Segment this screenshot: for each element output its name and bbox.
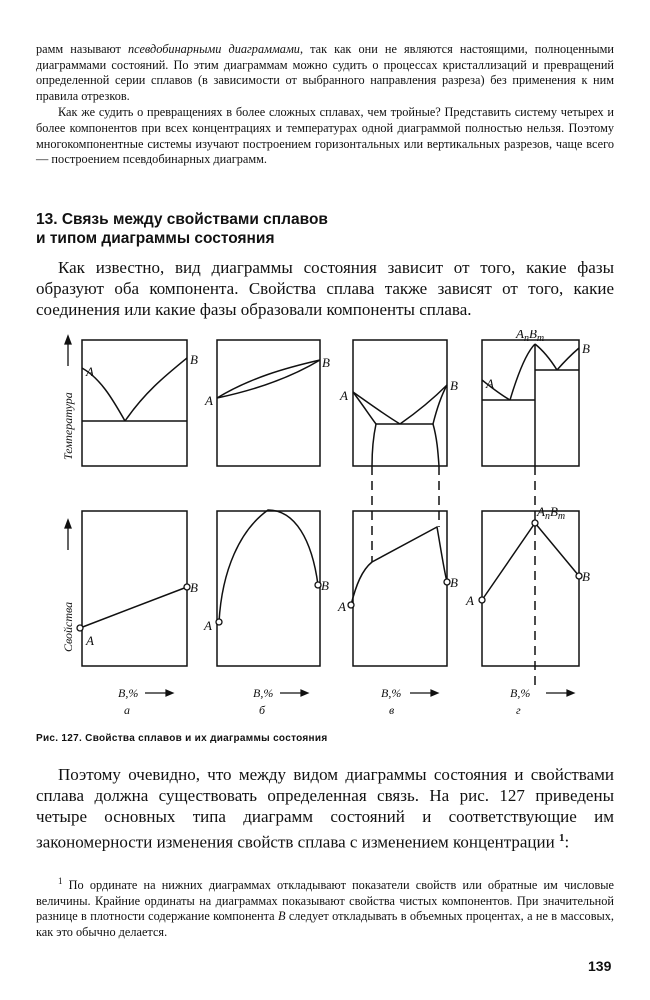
panel-b-point-A (216, 619, 222, 625)
panel-d-letter: г (516, 703, 521, 717)
body-paragraph: Поэтому очевидно, что между видом диаграммы состояния и свойствами сплава должна существовать определенная связь. На рис. 127 приведены четыре основных типа диаграмм состояний и соответствующие им закономерности изменения свойств сплава с изменением концентрации $^1$: (36, 765, 614, 852)
panel-c-liquidus-right (400, 385, 447, 424)
panel-b-letter: б (259, 703, 266, 717)
panel-c-bottom-label-B: B (450, 575, 458, 590)
panel-a-bottom-frame (82, 511, 187, 666)
paragraph-1: рамм называют псевдобинарными диаграммами, так как они не являются настоящими, полноценными диаграммами состояний. По этим диаграммам можно судить о процессах кристаллизаций и превращений определенной серии сплавов (в зависимости от выбранного направления разреза) без применения к ним правила отрезков. (36, 42, 614, 103)
top-axis-arrowhead (65, 336, 71, 344)
footnote-marker: 1 (58, 876, 63, 886)
top-text (36, 42, 614, 168)
panel-d-phase-diagram (482, 340, 579, 466)
panel-d-bottom-label-A: A (466, 593, 474, 608)
panel-d-top-frame (482, 340, 579, 466)
panel-a-top-label-B: B (190, 352, 198, 367)
panel-a-top-label-A: A (86, 364, 94, 379)
panel-d-liquidus-3 (535, 344, 557, 370)
panel-a-phase-diagram (82, 340, 187, 466)
ylabel-temperature: Температура (61, 392, 75, 460)
panel-b-solidus (217, 360, 320, 398)
panel-b-top-frame (217, 340, 320, 466)
intro-paragraph: Как известно, вид диаграммы состояния зависит от того, какие фазы образуют оба компонента. Свойства сплава также зависят от того, какие соединения или какие фазы образовали компоненты сплава. (36, 258, 614, 320)
panel-b-top-label-A: A (205, 393, 213, 408)
panel-c-solvus-left (372, 424, 376, 466)
panel-c-top-label-A: A (340, 388, 348, 403)
panel-d-top-label-B: B (582, 341, 590, 356)
panel-d-liquidus-2 (510, 344, 535, 400)
panel-d-property-curve (482, 523, 579, 600)
panel-d-point-A (479, 597, 485, 603)
panel-c-solvus-left-top (353, 392, 376, 424)
panel-c-liquidus-left (353, 392, 400, 424)
panel-b-phase-diagram (217, 340, 320, 466)
body-text (36, 764, 614, 852)
intro-text (36, 257, 614, 321)
panel-a-xlabel: B,% (118, 686, 139, 700)
panel-a-letter: а (124, 703, 130, 717)
panel-c-point-A (348, 602, 354, 608)
panel-c-bottom-frame (353, 511, 447, 666)
ylabel-properties: Свойства (61, 601, 75, 652)
section-title-line-2: и типом диаграммы состояния (36, 230, 275, 247)
panel-d-bottom-label-B: B (582, 569, 590, 584)
panel-c-xlabel: B,% (381, 686, 402, 700)
paragraph-2: Как же судить о превращениях в более сложных сплавах, чем тройные? Представить систему четырех и более компонентов при всех концентрациях и температурах одной диаграммой полностью нельзя. Поэтому многокомпонентные системы изучают построением горизонтальных или вертикальных разрезов, чаще всего — построением псевдобинарных диаграмм. (36, 105, 614, 167)
panel-c-phase-diagram (353, 340, 447, 466)
panel-c-property-curve (351, 527, 447, 605)
panel-a-point-A (77, 625, 83, 631)
panel-d-bottom-frame (482, 511, 579, 666)
panel-b-bottom-label-B: B (321, 578, 329, 593)
panel-a-bottom-label-A: A (86, 633, 94, 648)
figure-svg (0, 330, 650, 730)
panel-d-xlabel: B,% (510, 686, 531, 700)
figure-caption: Рис. 127. Свойства сплавов и их диаграммы состояния (36, 733, 328, 744)
panel-a-top-frame (82, 340, 187, 466)
panel-d-top-compound: $A_nB_m$ (516, 330, 545, 344)
panel-c-top-label-B: B (450, 378, 458, 393)
panel-d-point-compound (532, 520, 538, 526)
panel-b-bottom-label-A: A (204, 618, 212, 633)
panel-b-xlabel: B,% (253, 686, 274, 700)
panel-b-bottom-frame (217, 511, 320, 666)
panel-a-property-line (80, 587, 187, 628)
panel-d-bottom-compound: $A_nB_m$ (537, 504, 566, 522)
term-pseudobinary: псевдобинарными диаграммами (128, 42, 300, 56)
section-heading (36, 210, 614, 248)
panel-b-property-curve (219, 510, 318, 622)
panel-c-letter: в (389, 703, 395, 717)
figure-127 (0, 330, 650, 730)
section-title-line-1: 13. Связь между свойствами сплавов (36, 211, 328, 228)
footnote-paragraph: $^1$ По ординате на нижних диаграммах откладывают показатели свойств или обратные им числовые величины. Крайние ординаты на диаграммах показывают свойства чистых компонентов. При значительной разнице в плотности содержание компонента В следует откладывать в объемных процентах, а не в массовых, как это обычно делается. (36, 876, 615, 939)
panel-c-bottom-label-A: A (338, 599, 346, 614)
panel-a-bottom-label-B: B (190, 580, 198, 595)
footnote-ref: 1 (558, 831, 565, 844)
panel-b-liquidus (217, 360, 320, 398)
panel-d-top-label-A: A (486, 376, 494, 391)
panel-c-solvus-right (433, 424, 439, 466)
panel-a-liquidus-right (125, 358, 187, 421)
panel-c-top-frame (353, 340, 447, 466)
bottom-axis-arrowhead (65, 520, 71, 528)
panel-b-top-label-B: B (322, 355, 330, 370)
page-number: 139 (588, 958, 612, 974)
panel-d-liquidus-4 (557, 348, 579, 370)
footnote (36, 874, 614, 940)
